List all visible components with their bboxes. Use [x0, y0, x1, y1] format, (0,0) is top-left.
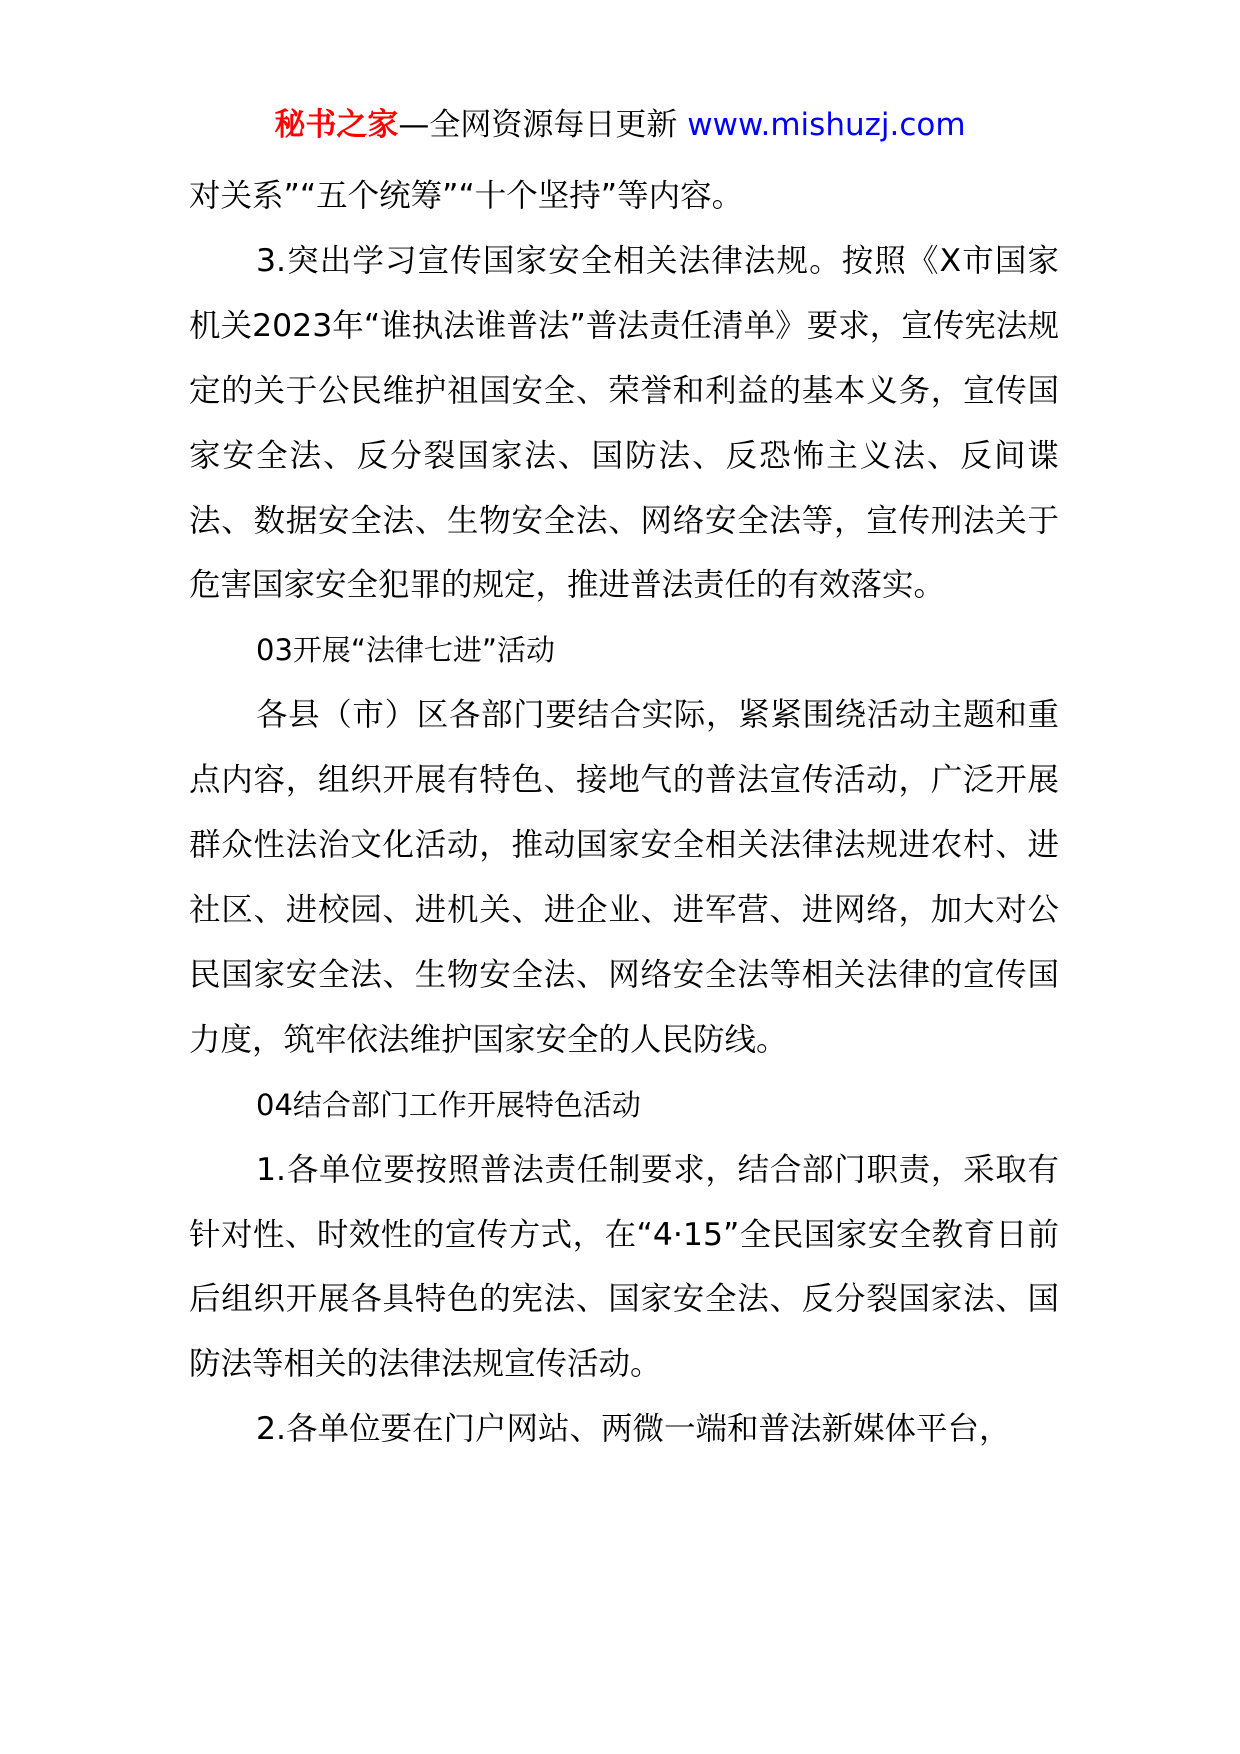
- paragraph-item-1: 1.各单位要按照普法责任制要求，结合部门职责，采取有针对性、时效性的宣传方式，在“4·15”全民国家安全教育日前后组织开展各具特色的宪法、国家安全法、反分裂国家法、国防法等相关的法律法规宣传活动。: [189, 1151, 1059, 1383]
- paragraph-section-03: 各县（市）区各部门要结合实际，紧紧围绕活动主题和重点内容，组织开展有特色、接地气的普法宣传活动，广泛开展群众性法治文化活动，推动国家安全相关法律法规进农村、进社区、进校园、进机关、进企业、进军营、进网络，加大对公民国家安全法、生物安全法、网络安全法等相关法律的宣传国力度，筑牢依法维护国家安全的人民防线。: [189, 697, 1059, 1058]
- document-body: [189, 164, 1059, 1462]
- paragraph-item-2: 2.各单位要在门户网站、两微一端和普法新媒体平台，: [256, 1411, 1011, 1448]
- paragraph-item-3: 3.突出学习宣传国家安全相关法律法规。按照《X市国家机关2023年“谁执法谁普法”普法责任清单》要求，宣传宪法规定的关于公民维护祖国安全、荣誉和利益的基本义务，宣传国家安全法、反分裂国家法、国防法、反恐怖主义法、反间谍法、数据安全法、生物安全法、网络安全法等，宣传刑法关于危害国家安全犯罪的规定，推进普法责任的有效落实。: [189, 242, 1059, 604]
- brand-name: 秘书之家: [274, 107, 399, 143]
- header-tagline: —全网资源每日更新: [398, 107, 688, 143]
- site-header: [0, 100, 1240, 150]
- site-url-link[interactable]: www.mishuzj.com: [687, 107, 966, 143]
- section-heading-03: 03开展“法律七进”活动: [256, 633, 555, 668]
- paragraph-continuation: 对关系”“五个统筹”“十个坚持”等内容。: [189, 178, 744, 214]
- section-heading-04: 04结合部门工作开展特色活动: [256, 1087, 641, 1122]
